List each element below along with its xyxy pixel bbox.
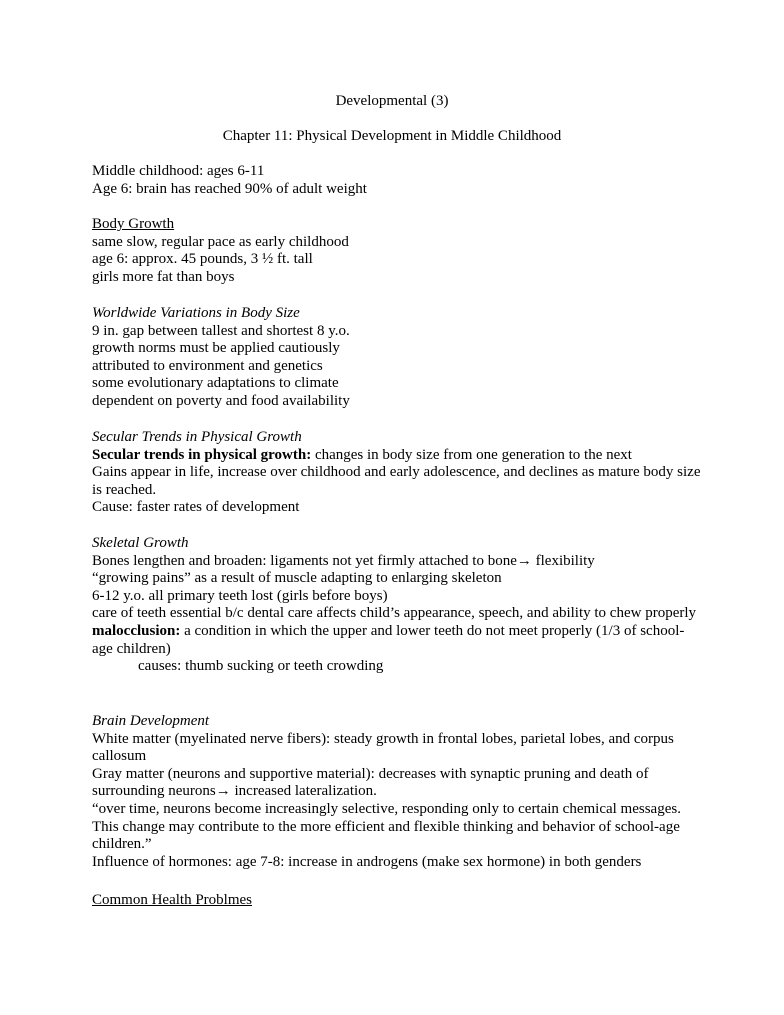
section-heading-health: Common Health Problmes [92,892,252,908]
paragraph: White matter (myelinated nerve fibers): steady growth in frontal lobes, parietal lobes, and corpus callosum [92,730,674,765]
worldwide-section [92,305,702,411]
list-item: causes: thumb sucking or teeth crowding [138,658,384,675]
skeletal-section [92,535,702,676]
list-item: Cause: faster rates of development [92,499,300,516]
paragraph: care of teeth essential b/c dental care affects child’s appearance, speech, and ability to chew properly [92,605,697,622]
brain-section [92,713,702,871]
list-item [92,553,702,571]
paragraph [92,766,702,801]
bones-result: flexibility [531,552,595,569]
gray-matter-text: Gray matter (neurons and supportive material): decreases with synaptic pruning and death of surrounding neurons [92,765,649,800]
definition: changes in body size from one generation to the next [311,446,632,463]
definition: a condition in which the upper and lower teeth do not meet properly (1/3 of school-age children) [92,622,685,657]
list-item: 9 in. gap between tallest and shortest 8 y.o. [92,322,350,339]
list-item: “growing pains” as a result of muscle adapting to enlarging skeleton [92,570,502,587]
list-item: growth norms must be applied cautiously [92,340,340,357]
list-item: dependent on poverty and food availability [92,392,350,409]
arrow-right-icon: → [215,783,231,800]
gray-result: increased lateralization. [230,783,377,800]
definition-line [92,623,702,658]
list-item: same slow, regular pace as early childhood [92,233,349,250]
section-heading-skeletal: Skeletal Growth [92,535,189,551]
intro-section [92,163,702,198]
term: Secular trends in physical growth: [92,446,312,463]
secular-section [92,429,702,517]
intro-line: Middle childhood: ages 6-11 [92,163,265,179]
chapter-title: Chapter 11: Physical Development in Middle Childhood [222,128,562,144]
list-item: age 6: approx. 45 pounds, 3 ½ ft. tall [92,251,313,268]
health-section [92,892,702,910]
section-heading-secular: Secular Trends in Physical Growth [92,429,302,445]
list-item: attributed to environment and genetics [92,357,323,374]
quote-paragraph: “over time, neurons become increasingly selective, responding only to certain chemical messages. This change may contribute to the more efficient and flexible thinking and behavior of school-age children.” [92,800,681,853]
paragraph: Gains appear in life, increase over childhood and early adolescence, and declines as mature body size is reached. [92,464,701,498]
section-heading-worldwide: Worldwide Variations in Body Size [92,305,300,321]
arrow-right-icon: → [516,552,532,569]
section-heading-body-growth: Body Growth [92,216,175,232]
list-item: 6-12 y.o. all primary teeth lost (girls before boys) [92,587,388,604]
list-item: girls more fat than boys [92,268,235,285]
term: malocclusion: [92,622,181,639]
intro-line: Age 6: brain has reached 90% of adult weight [92,180,367,197]
list-item: some evolutionary adaptations to climate [92,375,339,392]
document-title: Developmental (3) [335,93,449,109]
section-heading-brain: Brain Development [92,713,210,729]
list-item: Influence of hormones: age 7-8: increase in androgens (make sex hormone) in both genders [92,853,642,870]
body-growth-section [92,216,702,286]
definition-line [92,447,702,465]
bones-text: Bones lengthen and broaden: ligaments not yet firmly attached to bone [92,552,517,569]
